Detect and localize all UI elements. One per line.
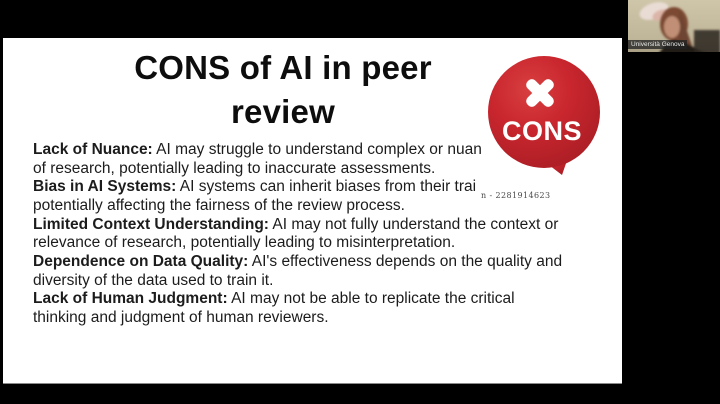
slide-body-text bbox=[33, 141, 562, 328]
cons-badge bbox=[486, 56, 608, 178]
cons-badge-label: CONS bbox=[501, 116, 583, 146]
slide-title-line1: CONS of AI in peer bbox=[134, 49, 432, 86]
stock-image-watermark: n - 2281914623 bbox=[481, 191, 551, 200]
body-line: Dependence on Data Quality: AI's effectiveness depends on the quality and bbox=[33, 252, 563, 270]
body-line: Limited Context Understanding: AI may not fully understand the context or bbox=[33, 215, 559, 233]
body-line: diversity of the data used to train it. bbox=[33, 271, 274, 289]
slide-title-line2: review bbox=[231, 93, 335, 130]
body-line: Lack of Human Judgment: AI may not be able to replicate the critical bbox=[33, 290, 515, 308]
body-line: of research, potentially leading to inaccurate assessments. bbox=[33, 159, 436, 177]
body-line: thinking and judgment of human reviewers. bbox=[33, 308, 329, 326]
body-line: potentially affecting the fairness of the review process. bbox=[33, 196, 405, 214]
slide-title bbox=[3, 46, 563, 134]
participant-video-tile[interactable] bbox=[628, 0, 720, 58]
presentation-slide bbox=[3, 38, 622, 384]
participant-video bbox=[628, 0, 720, 58]
body-line: relevance of research, potentially leading to misinterpretation. bbox=[33, 234, 456, 252]
body-line: Lack of Nuance: AI may struggle to understand complex or nuan bbox=[33, 141, 482, 158]
body-line: Bias in AI Systems: AI systems can inherit biases from their trai bbox=[33, 178, 477, 196]
participant-name-label: Università Genova bbox=[628, 40, 687, 49]
